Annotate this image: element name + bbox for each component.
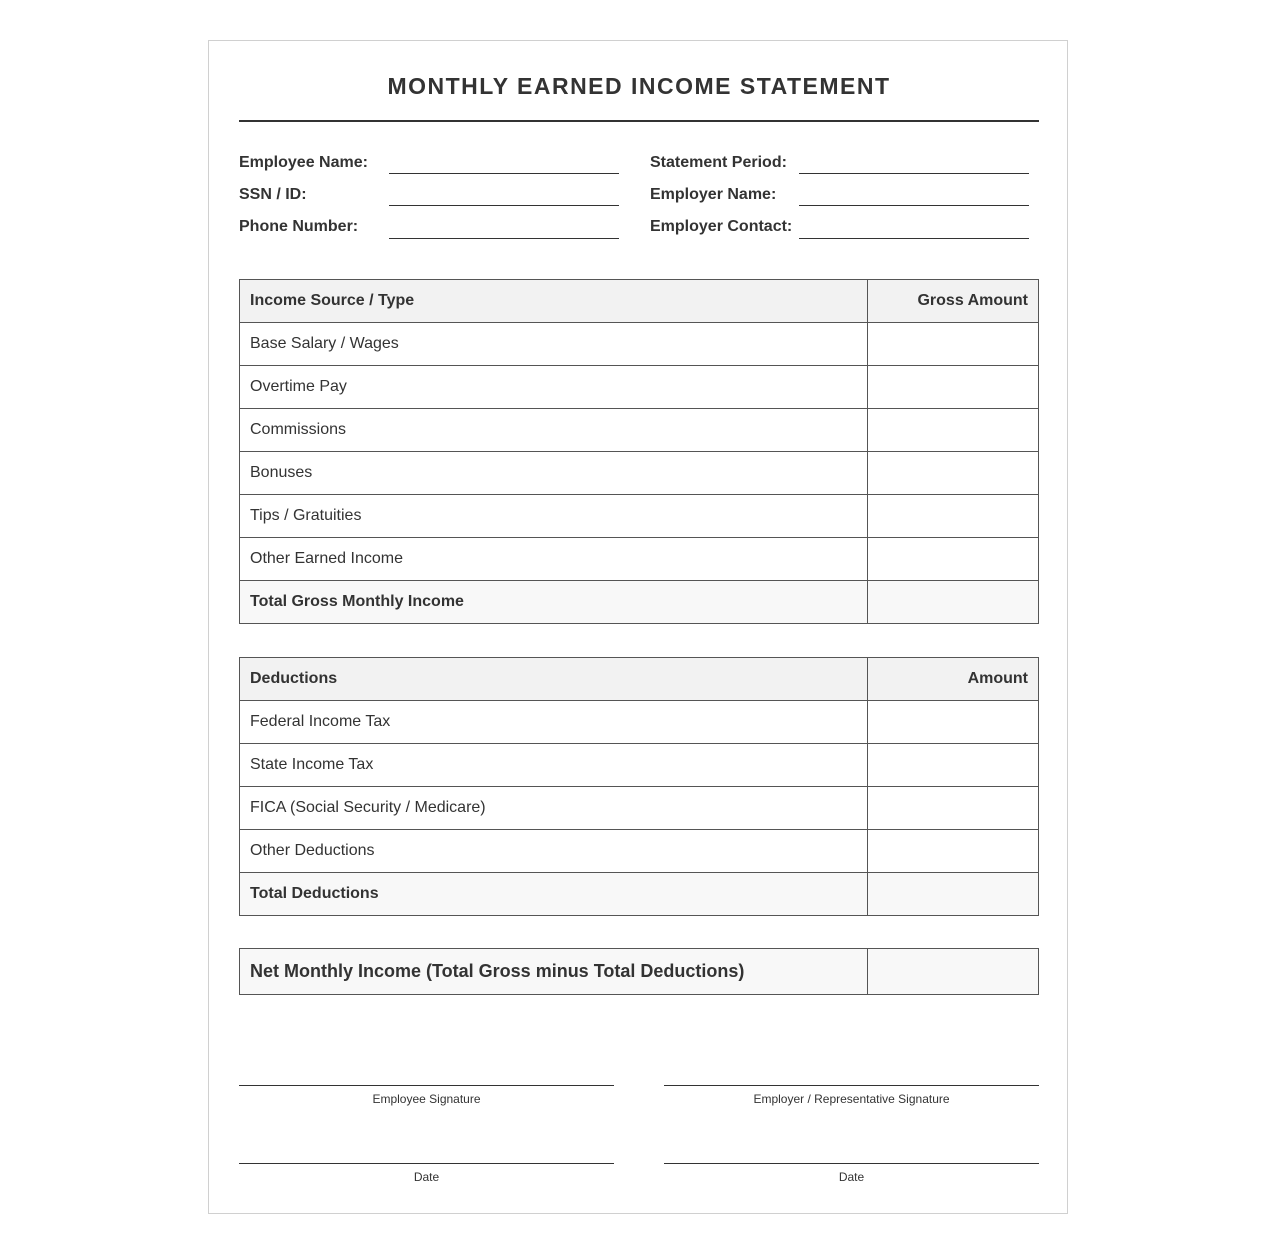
employer-contact-field[interactable] bbox=[799, 238, 1029, 239]
title-divider bbox=[239, 120, 1039, 122]
deduction-amount-cell[interactable] bbox=[868, 787, 1039, 830]
income-row-label: Commissions bbox=[240, 409, 868, 452]
deduction-amount-cell[interactable] bbox=[868, 830, 1039, 873]
income-total-cell[interactable] bbox=[868, 581, 1039, 624]
net-income-row bbox=[240, 949, 1039, 995]
deduction-amount-cell[interactable] bbox=[868, 744, 1039, 787]
table-row bbox=[240, 701, 1039, 744]
statement-period-label: Statement Period: bbox=[650, 154, 787, 171]
deduction-row-label: Other Deductions bbox=[240, 830, 868, 873]
employer-signature-line[interactable] bbox=[664, 1085, 1039, 1086]
table-row bbox=[240, 744, 1039, 787]
deduction-amount-cell[interactable] bbox=[868, 701, 1039, 744]
employer-name-field[interactable] bbox=[799, 205, 1029, 206]
table-row bbox=[240, 323, 1039, 366]
income-source-header: Income Source / Type bbox=[240, 280, 868, 323]
gross-amount-header: Gross Amount bbox=[868, 280, 1039, 323]
amount-header: Amount bbox=[868, 658, 1039, 701]
employee-signature-label: Employee Signature bbox=[372, 1092, 481, 1106]
table-row bbox=[240, 452, 1039, 495]
phone-number-field[interactable] bbox=[389, 238, 619, 239]
income-row-label: Other Earned Income bbox=[240, 538, 868, 581]
employer-signature-label: Employer / Representative Signature bbox=[753, 1092, 950, 1106]
net-income-table bbox=[239, 948, 1039, 995]
employer-name-label: Employer Name: bbox=[650, 186, 777, 203]
income-amount-cell[interactable] bbox=[868, 495, 1039, 538]
phone-number-label: Phone Number: bbox=[239, 218, 359, 235]
income-row-label: Bonuses bbox=[240, 452, 868, 495]
employee-date-line[interactable] bbox=[239, 1163, 614, 1164]
deduction-row-label: FICA (Social Security / Medicare) bbox=[240, 787, 868, 830]
employee-name-label: Employee Name: bbox=[239, 154, 368, 171]
employee-signature-line[interactable] bbox=[239, 1085, 614, 1086]
table-row bbox=[240, 538, 1039, 581]
deductions-header: Deductions bbox=[240, 658, 868, 701]
deductions-table bbox=[239, 657, 1039, 916]
income-amount-cell[interactable] bbox=[868, 366, 1039, 409]
employer-date-line[interactable] bbox=[664, 1163, 1039, 1164]
income-table bbox=[239, 279, 1039, 624]
table-row bbox=[240, 366, 1039, 409]
income-total-row bbox=[240, 581, 1039, 624]
table-row bbox=[240, 409, 1039, 452]
deductions-total-row bbox=[240, 873, 1039, 916]
income-amount-cell[interactable] bbox=[868, 538, 1039, 581]
table-row bbox=[240, 830, 1039, 873]
statement-page bbox=[208, 40, 1068, 1214]
net-income-label: Net Monthly Income (Total Gross minus Total Deductions) bbox=[240, 949, 868, 995]
deductions-total-cell[interactable] bbox=[868, 873, 1039, 916]
table-row bbox=[240, 495, 1039, 538]
table-row bbox=[240, 787, 1039, 830]
ssn-id-field[interactable] bbox=[389, 205, 619, 206]
statement-period-field[interactable] bbox=[799, 173, 1029, 174]
ssn-id-label: SSN / ID: bbox=[239, 186, 307, 203]
income-amount-cell[interactable] bbox=[868, 323, 1039, 366]
deduction-row-label: Federal Income Tax bbox=[240, 701, 868, 744]
income-row-label: Tips / Gratuities bbox=[240, 495, 868, 538]
income-amount-cell[interactable] bbox=[868, 452, 1039, 495]
employer-contact-label: Employer Contact: bbox=[650, 218, 793, 235]
deductions-total-label: Total Deductions bbox=[240, 873, 868, 916]
deduction-row-label: State Income Tax bbox=[240, 744, 868, 787]
net-income-cell[interactable] bbox=[868, 949, 1039, 995]
income-row-label: Base Salary / Wages bbox=[240, 323, 868, 366]
income-row-label: Overtime Pay bbox=[240, 366, 868, 409]
income-total-label: Total Gross Monthly Income bbox=[240, 581, 868, 624]
employee-name-field[interactable] bbox=[389, 173, 619, 174]
page-title: MONTHLY EARNED INCOME STATEMENT bbox=[387, 73, 891, 99]
table-header-row bbox=[240, 280, 1039, 323]
table-header-row bbox=[240, 658, 1039, 701]
employee-date-label: Date bbox=[413, 1170, 440, 1184]
employer-date-label: Date bbox=[838, 1170, 865, 1184]
income-amount-cell[interactable] bbox=[868, 409, 1039, 452]
